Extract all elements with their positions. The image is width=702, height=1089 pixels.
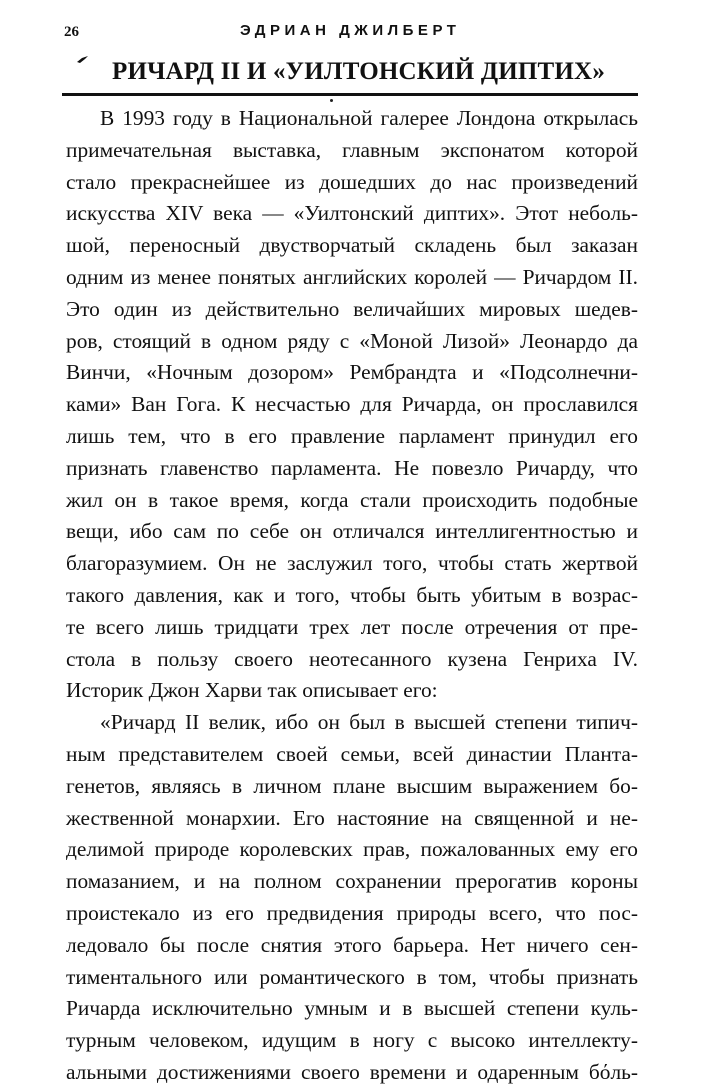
text-line: генетов, являясь в личном плане высшим выражением бо- [66, 773, 638, 798]
text-line: те всего лишь тридцати трех лет после отречения от пре- [66, 614, 638, 639]
text-line: альными достижениями своего времени и одаренным бόль- [66, 1059, 638, 1084]
text-line: турным человеком, идущим в ногу с высоко интеллекту- [66, 1028, 638, 1053]
text-line: тиментального или романтического в том, чтобы признать [66, 964, 638, 989]
text-line: ледовало бы после снятия этого барьера. Нет ничего сен- [66, 932, 638, 957]
text-line: признать главенство парламента. Не повезло Ричарду, что [66, 455, 638, 480]
text-line: ным представителем своей семьи, всей династии Планта- [66, 741, 638, 766]
text-line: лишь тем, что в его правление парламент принудил его [66, 423, 638, 448]
ink-smudge-mark [76, 54, 90, 64]
text-line: Историк Джон Харви так описывает его: [66, 678, 438, 703]
text-line: «Ричард II велик, ибо он был в высшей степени типич- [100, 710, 638, 735]
text-line: делимой природе королевских прав, пожалованных ему его [66, 837, 638, 862]
text-line: искусства XIV века — «Уилтонский диптих». Этот неболь- [66, 201, 638, 226]
print-speck [330, 99, 333, 102]
text-line: примечательная выставка, главным экспонатом которой [66, 137, 638, 162]
running-header: ЭДРИАН ДЖИЛБЕРТ [240, 22, 461, 39]
page-number: 26 [64, 24, 79, 40]
chapter-title: РИЧАРД II И «УИЛТОНСКИЙ ДИПТИХ» [112, 58, 606, 85]
text-line: стало прекраснейшее из дошедших до нас произведений [66, 169, 638, 194]
text-line: стола в пользу своего неотесанного кузена Генриха IV. [66, 646, 638, 671]
text-line: жественной монархии. Его настояние на священной и не- [66, 805, 638, 830]
text-line: одним из менее понятых английских королей — Ричардом II. [66, 264, 638, 289]
text-line: ров, стоящий в одном ряду с «Моной Лизой» Леонардо да [66, 328, 638, 353]
text-line: Это один из действительно величайших мировых шедев- [66, 296, 638, 321]
text-line: вещи, ибо сам по себе он отличался интеллигентностью и [66, 519, 638, 544]
text-line: жил он в такое время, когда стали происходить подобные [66, 487, 638, 512]
body-text [66, 103, 638, 1089]
text-line: шой, переносный двустворчатый складень был заказан [66, 233, 638, 258]
text-line: ками» Ван Гога. К несчастью для Ричарда, он прославился [66, 392, 638, 417]
text-line: помазанием, и на полном сохранении прерогатив короны [66, 869, 638, 894]
title-rule [62, 93, 638, 96]
text-line: В 1993 году в Национальной галерее Лондона открылась [100, 106, 638, 130]
text-line: Винчи, «Ночным дозором» Рембрандта и «Подсолнечни- [66, 360, 638, 385]
text-line: проистекало из его предвидения природы всего, что пос- [66, 900, 638, 925]
text-line: Ричарда исключительно умным и в высшей степени куль- [66, 996, 638, 1021]
text-line: такого давления, как и того, чтобы быть убитым в возрас- [66, 582, 638, 607]
text-line: благоразумием. Он не заслужил того, чтобы стать жертвой [66, 551, 638, 576]
